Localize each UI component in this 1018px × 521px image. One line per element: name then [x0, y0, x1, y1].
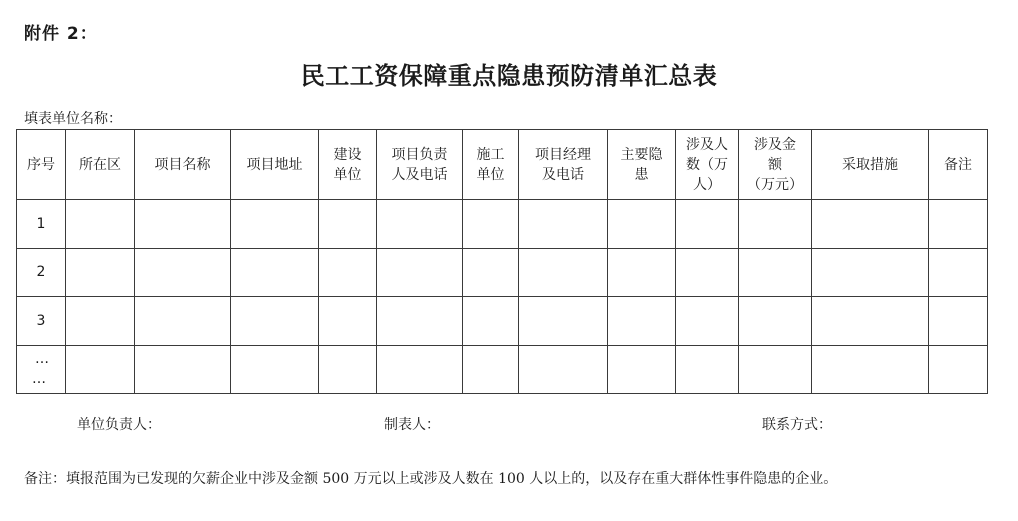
cell-measures[interactable] [812, 345, 929, 394]
preparer-label: 制表人： [384, 417, 440, 433]
column-header-builder: 建设 单位 [319, 130, 377, 200]
column-header-project-name: 项目名称 [135, 130, 231, 200]
table-row [17, 345, 988, 394]
column-header-seq: 序号 [17, 130, 66, 200]
cell-project-name[interactable] [135, 200, 231, 249]
column-header-measures: 采取措施 [812, 130, 929, 200]
cell-main-hazard[interactable] [608, 200, 676, 249]
cell-project-name[interactable] [135, 345, 231, 394]
cell-main-hazard[interactable] [608, 248, 676, 297]
row-seq-ellipsis: … … [17, 345, 66, 394]
cell-remarks[interactable] [929, 297, 988, 346]
cell-district[interactable] [66, 200, 135, 249]
cell-measures[interactable] [812, 297, 929, 346]
cell-project-name[interactable] [135, 297, 231, 346]
cell-project-name[interactable] [135, 248, 231, 297]
cell-manager-contact[interactable] [519, 297, 608, 346]
column-header-amount-involved: 涉及金 额 （万元） [739, 130, 812, 200]
cell-contractor[interactable] [463, 297, 519, 346]
column-header-manager-contact: 项目经理 及电话 [519, 130, 608, 200]
row-seq: 1 [17, 200, 66, 249]
cell-builder[interactable] [319, 297, 377, 346]
cell-project-owner-contact[interactable] [377, 248, 463, 297]
cell-manager-contact[interactable] [519, 248, 608, 297]
fill-unit-label: 填表单位名称： [24, 111, 122, 127]
cell-builder[interactable] [319, 345, 377, 394]
cell-amount-involved[interactable] [739, 297, 812, 346]
header-row [17, 130, 988, 200]
summary-table [16, 129, 988, 394]
table-row [17, 200, 988, 249]
row-seq: 3 [17, 297, 66, 346]
cell-amount-involved[interactable] [739, 345, 812, 394]
column-header-contractor: 施工 单位 [463, 130, 519, 200]
cell-measures[interactable] [812, 200, 929, 249]
cell-contractor[interactable] [463, 200, 519, 249]
cell-builder[interactable] [319, 200, 377, 249]
cell-measures[interactable] [812, 248, 929, 297]
cell-main-hazard[interactable] [608, 297, 676, 346]
cell-remarks[interactable] [929, 345, 988, 394]
contact-label: 联系方式： [762, 417, 832, 433]
column-header-people-involved: 涉及人 数（万 人） [676, 130, 739, 200]
table-row [17, 248, 988, 297]
column-header-district: 所在区 [66, 130, 135, 200]
cell-project-address[interactable] [231, 200, 319, 249]
cell-project-address[interactable] [231, 345, 319, 394]
page-title: 民工工资保障重点隐患预防清单汇总表 [300, 61, 718, 90]
cell-manager-contact[interactable] [519, 345, 608, 394]
cell-district[interactable] [66, 297, 135, 346]
column-header-remarks: 备注 [929, 130, 988, 200]
cell-project-owner-contact[interactable] [377, 345, 463, 394]
column-header-project-address: 项目地址 [231, 130, 319, 200]
cell-people-involved[interactable] [676, 248, 739, 297]
cell-amount-involved[interactable] [739, 200, 812, 249]
cell-contractor[interactable] [463, 248, 519, 297]
column-header-main-hazard: 主要隐 患 [608, 130, 676, 200]
cell-manager-contact[interactable] [519, 200, 608, 249]
cell-amount-involved[interactable] [739, 248, 812, 297]
cell-contractor[interactable] [463, 345, 519, 394]
table-row [17, 297, 988, 346]
cell-builder[interactable] [319, 248, 377, 297]
cell-project-address[interactable] [231, 248, 319, 297]
cell-district[interactable] [66, 345, 135, 394]
footer-note: 备注：填报范围为已发现的欠薪企业中涉及金额 500 万元以上或涉及人数在 100 人以上的，以及存在重大群体性事件隐患的企业。 [24, 471, 838, 487]
cell-people-involved[interactable] [676, 200, 739, 249]
unit-leader-label: 单位负责人： [77, 417, 161, 433]
cell-remarks[interactable] [929, 248, 988, 297]
cell-project-owner-contact[interactable] [377, 297, 463, 346]
column-header-project-owner-contact: 项目负责 人及电话 [377, 130, 463, 200]
cell-people-involved[interactable] [676, 297, 739, 346]
cell-main-hazard[interactable] [608, 345, 676, 394]
cell-remarks[interactable] [929, 200, 988, 249]
attachment-label: 附件 2： [24, 24, 98, 44]
cell-district[interactable] [66, 248, 135, 297]
row-seq: 2 [17, 248, 66, 297]
cell-people-involved[interactable] [676, 345, 739, 394]
cell-project-address[interactable] [231, 297, 319, 346]
cell-project-owner-contact[interactable] [377, 200, 463, 249]
